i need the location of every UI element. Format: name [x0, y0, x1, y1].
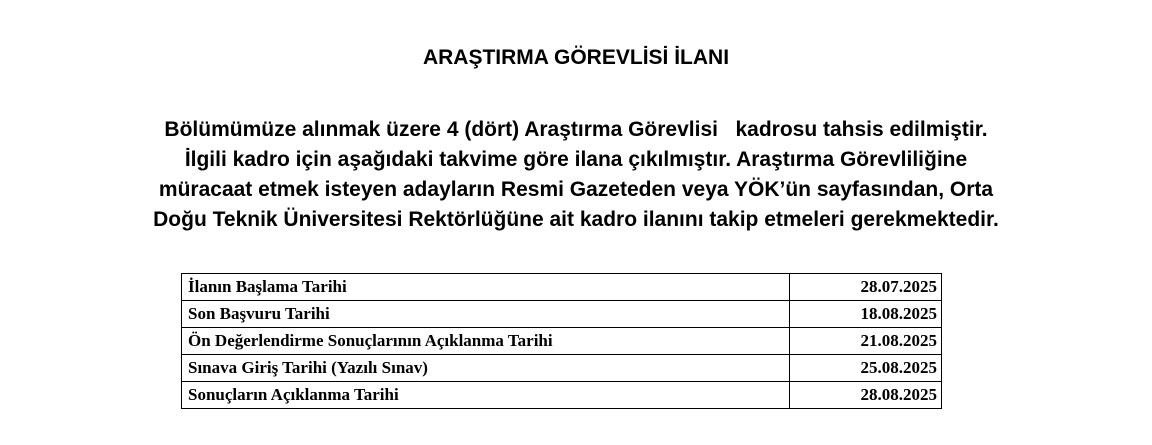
schedule-label: Sonuçların Açıklanma Tarihi	[182, 382, 790, 409]
schedule-label: İlanın Başlama Tarihi	[182, 274, 790, 301]
schedule-label: Sınava Giriş Tarihi (Yazılı Sınav)	[182, 355, 790, 382]
table-row	[182, 328, 942, 355]
schedule-date: 28.08.2025	[790, 382, 942, 409]
page-title: ARAŞTIRMA GÖREVLİSİ İLANI	[422, 46, 730, 69]
table-row	[182, 355, 942, 382]
schedule-label: Son Başvuru Tarihi	[182, 301, 790, 328]
paragraph-line: Bölümümüze alınmak üzere 4 (dört) Araştırma Görevlisi kadrosu tahsis edilmiştir.	[164, 118, 988, 141]
table-row	[182, 382, 942, 409]
announcement-paragraph	[0, 115, 1152, 235]
schedule-date: 18.08.2025	[790, 301, 942, 328]
paragraph-line: müracaat etmek isteyen adayların Resmi Gazeteden veya YÖK’ün sayfasından, Orta	[158, 178, 994, 201]
schedule-table	[181, 273, 942, 409]
paragraph-line: İlgili kadro için aşağıdaki takvime göre ilana çıkılmıştır. Araştırma Görevliliğine	[184, 148, 968, 171]
table-row	[182, 301, 942, 328]
schedule-date: 28.07.2025	[790, 274, 942, 301]
paragraph-line: Doğu Teknik Üniversitesi Rektörlüğüne ait kadro ilanını takip etmeleri gerekmektedir.	[153, 208, 999, 231]
schedule-date: 25.08.2025	[790, 355, 942, 382]
table-row	[182, 274, 942, 301]
schedule-label: Ön Değerlendirme Sonuçlarının Açıklanma Tarihi	[182, 328, 790, 355]
schedule-date: 21.08.2025	[790, 328, 942, 355]
